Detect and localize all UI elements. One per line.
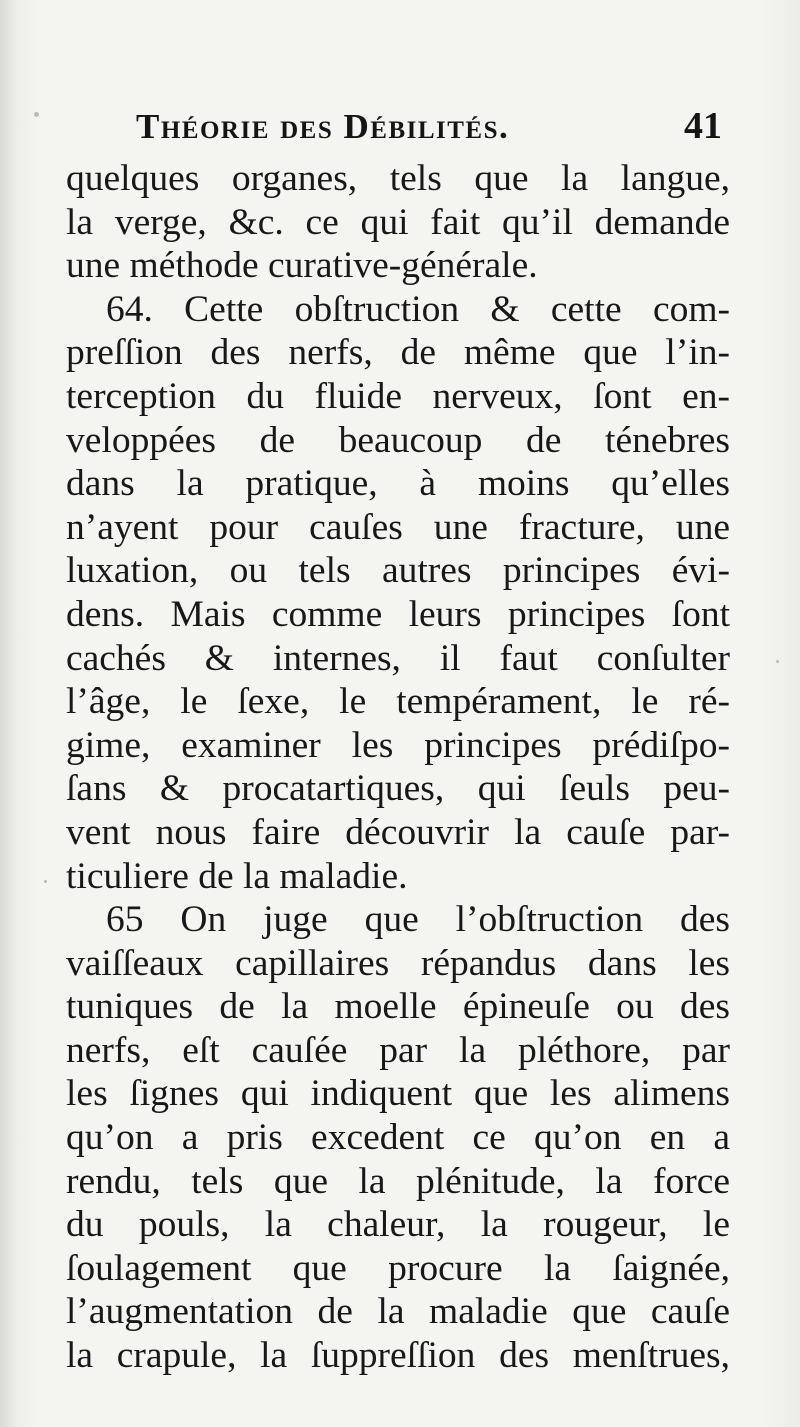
ink-speck (34, 112, 39, 117)
ink-speck (776, 660, 779, 663)
running-head: Théorie des Débilités. (136, 107, 510, 146)
text-line: ticuliere de la maladie. (66, 855, 408, 897)
text-line: les ſignes qui indiquent que les alimens (66, 1073, 730, 1115)
page-edge-shadow (0, 0, 16, 1427)
text-line: rendu, tels que la plénitude, la force (66, 1160, 730, 1202)
text-line: ſoulagement que procure la ſaignée, (66, 1247, 730, 1289)
text-line: gime, examiner les principes prédiſpo- (66, 724, 730, 766)
text-line: cachés & internes, il faut conſulter (66, 637, 730, 679)
text-line: qu’on a pris excedent ce qu’on en a (66, 1117, 730, 1159)
text-line: tuniques de la moelle épineuſe ou des (66, 986, 730, 1028)
page-header (136, 104, 722, 154)
text-line: dens. Mais comme leurs principes ſont (66, 593, 730, 635)
text-line: veloppées de beaucoup de ténebres (66, 419, 730, 461)
text-line: quelques organes, tels que la langue, (66, 158, 730, 199)
text-line: vaiſſeaux capillaires répandus dans les (66, 942, 730, 984)
body-text (66, 157, 730, 1378)
paragraph-start-64: 64. Cette obſtruction & cette com- (106, 288, 730, 330)
text-line: dans la pratique, à moins qu’elles (66, 463, 730, 505)
text-line: la verge, &c. ce qui fait qu’il demande (66, 201, 730, 243)
ink-speck (44, 880, 47, 883)
text-line: l’augmentation de la maladie que cauſe (66, 1291, 730, 1333)
page-number: 41 (684, 105, 722, 147)
text-line: n’ayent pour cauſes une fracture, une (66, 506, 730, 548)
text-line: terception du fluide nerveux, ſont en- (66, 375, 730, 417)
text-line: ſans & procatartiques, qui ſeuls peu- (66, 768, 730, 810)
text-line: preſſion des nerfs, de même que l’in- (66, 332, 730, 374)
text-line: luxation, ou tels autres principes évi- (66, 550, 730, 592)
text-line: vent nous faire découvrir la cauſe par- (66, 811, 730, 853)
text-line: la crapule, la ſuppreſſion des menſtrues, (66, 1335, 730, 1377)
text-line: une méthode curative-générale. (66, 245, 538, 287)
text-line: nerfs, eſt cauſée par la pléthore, par (66, 1029, 730, 1071)
paragraph-start-65: 65 On juge que l’obſtruction des (106, 899, 730, 941)
text-line: l’âge, le ſexe, le tempérament, le ré- (66, 681, 730, 723)
text-line: du pouls, la chaleur, la rougeur, le (66, 1204, 730, 1246)
